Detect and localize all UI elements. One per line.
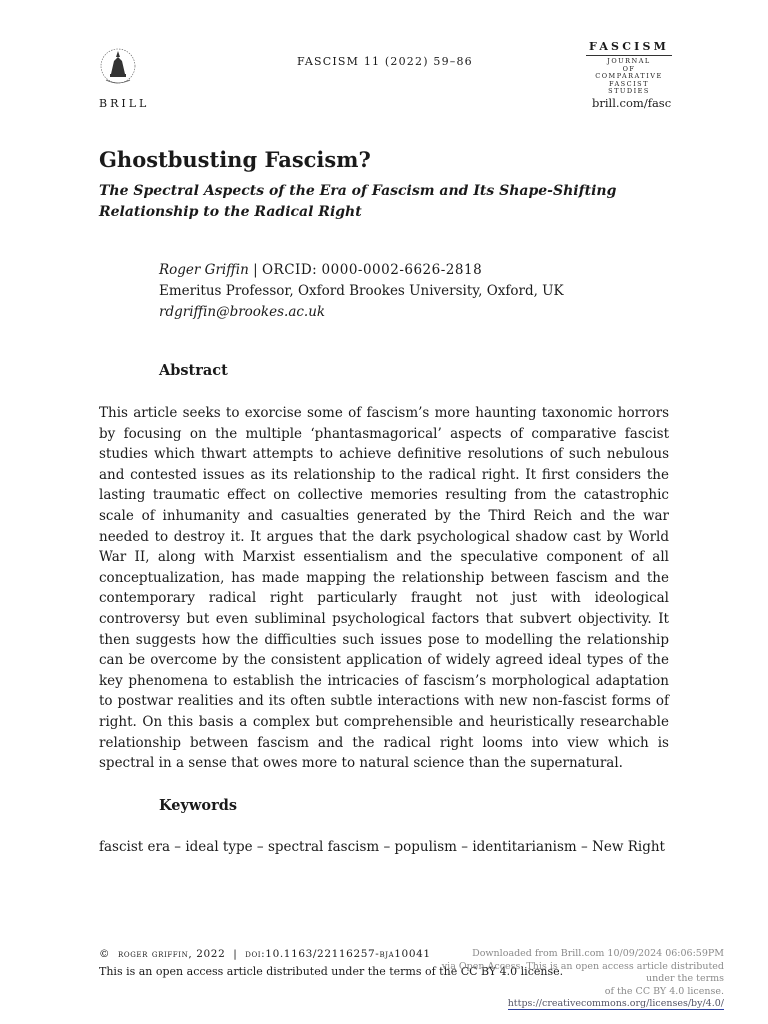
author-separator: |: [253, 262, 258, 278]
brill-logo-icon: [96, 44, 140, 90]
journal-brand-line: FASCIST: [609, 79, 649, 88]
orcid-label: ORCID:: [261, 262, 318, 278]
journal-brand-line: COMPARATIVE: [595, 72, 663, 80]
orcid-link[interactable]: 0000-0002-6626-2818: [321, 262, 483, 278]
keywords-list: fascist era – ideal type – spectral fascism – populism – identitarianism – New Right: [99, 839, 665, 855]
download-line: of the CC BY 4.0 license.: [604, 985, 724, 997]
author-name: Roger Griffin: [159, 262, 249, 278]
copyright-icon: ©: [99, 948, 111, 960]
download-line: Downloaded from Brill.com 10/09/2024 06:06:59PM: [472, 948, 724, 959]
article-subtitle: The Spectral Aspects of the Era of Fascism and Its Shape-Shifting Relationship to the Radical Right: [99, 183, 617, 220]
license-url-link[interactable]: https://creativecommons.org/licenses/by/4.0/: [507, 998, 724, 1009]
journal-citation: FASCISM 11 (2022) 59–86: [297, 55, 473, 68]
journal-url-link[interactable]: brill.com/fasc: [592, 96, 672, 110]
keywords-heading: Keywords: [159, 797, 238, 814]
doi-link[interactable]: doi:10.1163/22116257-bja10041: [245, 948, 431, 960]
article-title: Ghostbusting Fascism?: [99, 147, 371, 172]
journal-brand-subtitle: [586, 58, 672, 96]
journal-brand-title: FASCISM: [586, 40, 672, 56]
journal-brand: [586, 40, 672, 96]
publisher-name: BRILL: [99, 97, 150, 110]
author-affiliation: Emeritus Professor, Oxford Brookes University, Oxford, UK: [159, 283, 564, 299]
journal-brand-line: OF: [622, 64, 636, 73]
author-block: [159, 260, 564, 323]
copyright-holder: roger griffin, 2022: [118, 948, 226, 960]
journal-brand-line: JOURNAL: [607, 57, 651, 65]
download-watermark: [414, 948, 724, 1011]
author-email-link[interactable]: rdgriffin@brookes.ac.uk: [159, 304, 326, 320]
license-statement: This is an open access article distributed under the terms of the CC BY 4.0 license.: [99, 965, 564, 978]
abstract-text: This article seeks to exorcise some of fascism’s more haunting taxonomic horrors by focusing on the multiple ‘phantasmagorical’ aspects of comparative fascist studies which thwart attempts to achieve definitive resolutions of such nebulous and contested issues as its relationship to the radical right. It first considers the lasting traumatic effect on collective memories resulting from the catastrophic scale of inhumanity and casualties generated by the Third Reich and the war needed to destroy it. It argues that the dark psychological shadow cast by World War II, along with Marxist essentialism and the speculative component of all conceptualization, has made mapping the relationship between fascism and the contemporary radical right particularly fraught not just with ideological controversy but even subliminal psychological factors that subvert objectivity. It then suggests how the difficulties such issues pose to modelling the relationship can be overcome by the consistent application of widely agreed ideal types of the key phenomena to establish the intricacies of fascism’s morphological adaptation to postwar realities and its often subtle interactions with new non-fascist forms of right. On this basis a complex but comprehensible and heuristically researchable relationship between fascism and the radical right looms into view which is spectral in a sense that owes more to natural science than the supernatural.: [99, 405, 669, 772]
journal-brand-line: STUDIES: [608, 87, 650, 95]
download-line: via Open Access. This is an open access article distributed under the terms: [441, 960, 724, 984]
copyright-line: © roger griffin, 2022 | doi:10.1163/22116257-bja10041: [99, 948, 431, 960]
abstract-heading: Abstract: [159, 362, 228, 379]
